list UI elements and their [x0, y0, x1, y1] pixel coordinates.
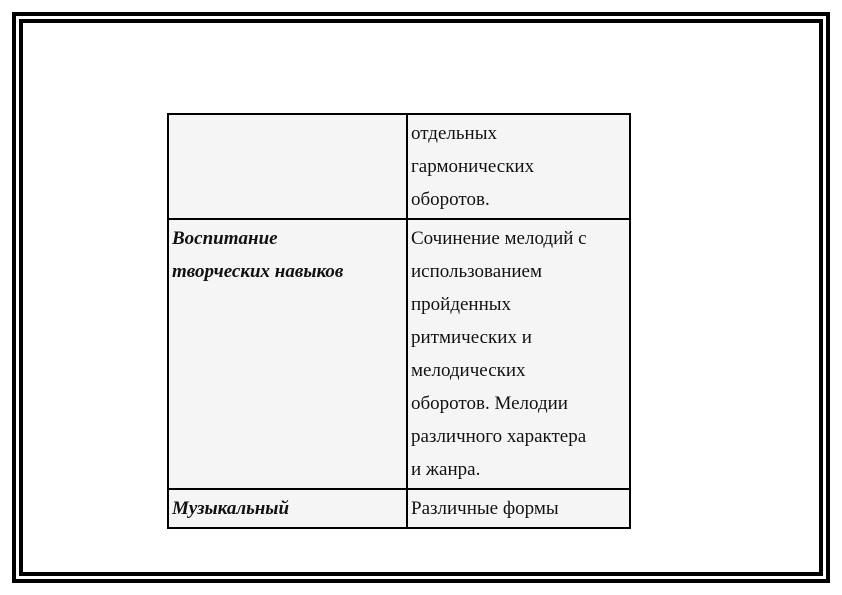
cell-text: Музыкальный	[172, 498, 290, 519]
table-row	[168, 114, 630, 219]
table-row	[168, 219, 630, 489]
table-cell-topic	[168, 489, 407, 528]
table-cell-topic	[168, 114, 407, 219]
cell-text: Сочинение мелодий с использованием пройденных ритмических и мелодических оборотов. Мелодии различного характера и жанра.	[411, 228, 587, 480]
cell-text: отдельных гармонических оборотов.	[411, 123, 535, 210]
table-cell-content	[407, 219, 630, 489]
cell-text: Воспитание творческих навыков	[172, 228, 344, 282]
cell-text: Различные формы	[411, 498, 559, 519]
content-table	[167, 113, 631, 529]
table-cell-content	[407, 114, 630, 219]
table-row	[168, 489, 630, 528]
table-cell-topic	[168, 219, 407, 489]
table-cell-content	[407, 489, 630, 528]
